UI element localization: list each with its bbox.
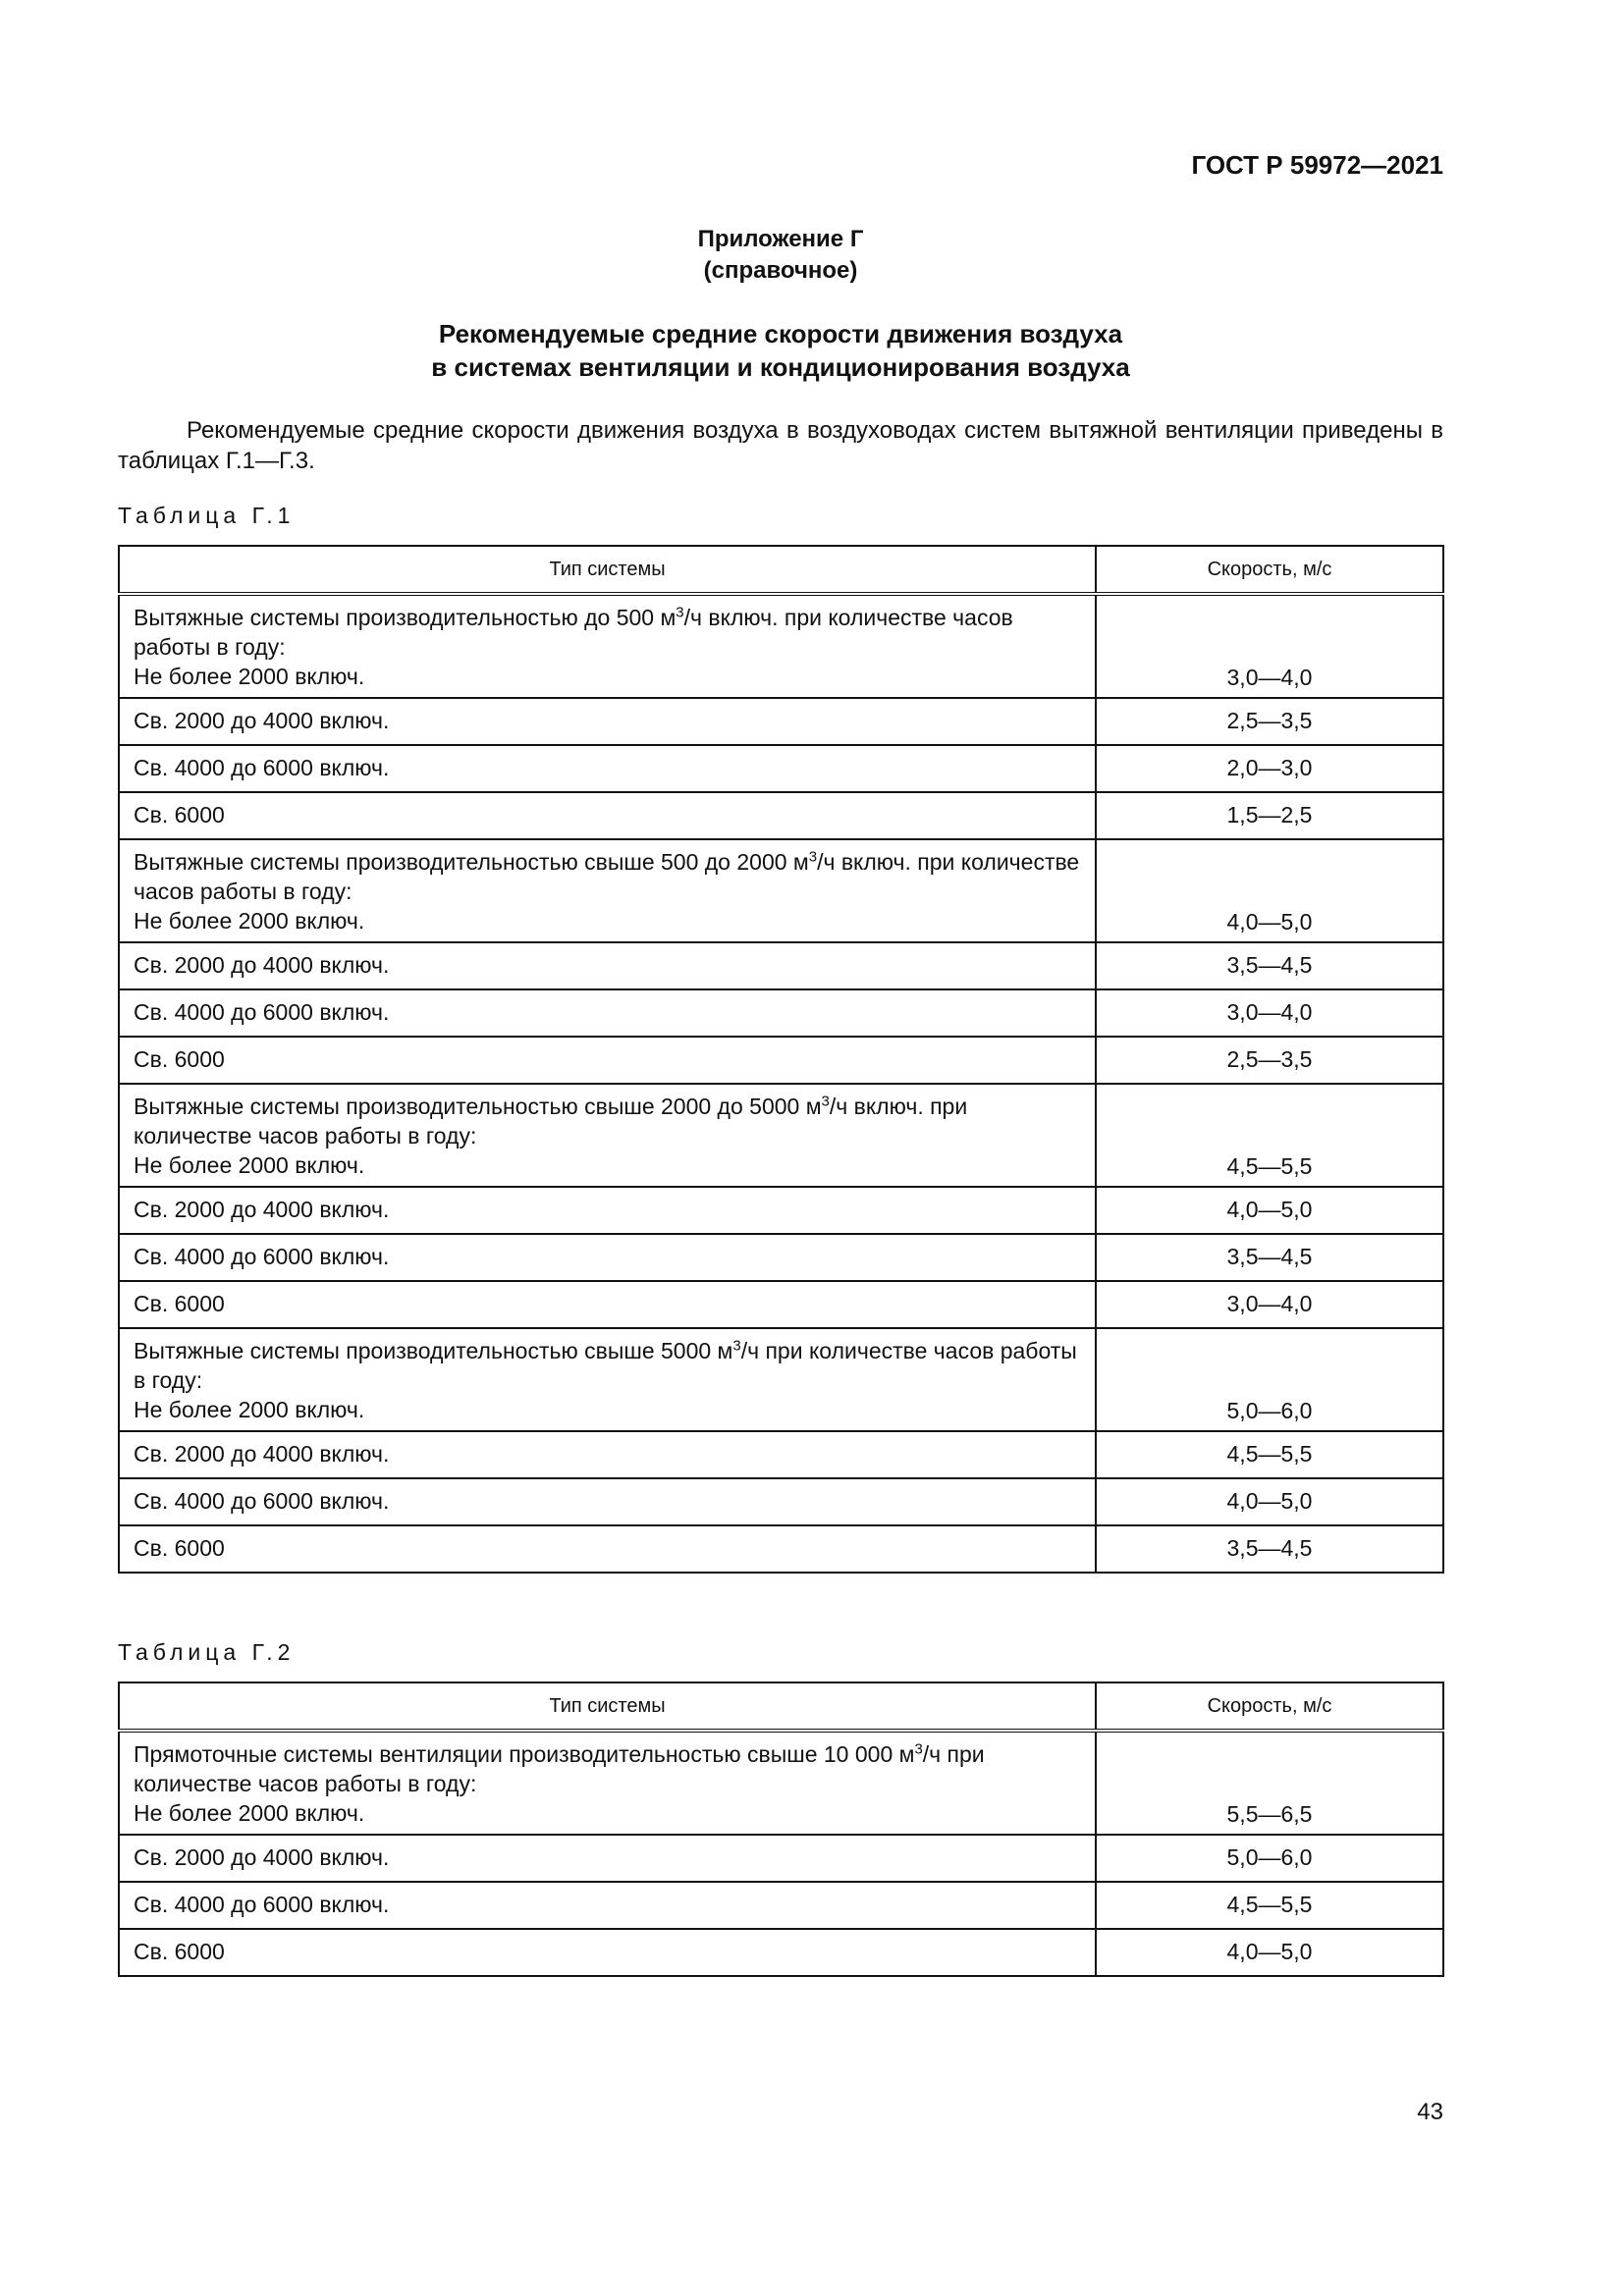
table-row [119, 1187, 1443, 1234]
table-1 [118, 545, 1444, 1574]
group-heading-text: Вытяжные системы производительностью свыше 2000 до 5000 м [134, 1094, 822, 1119]
speed-cell: 3,0—4,0 [1096, 594, 1443, 698]
annex-heading [0, 224, 1561, 287]
table-2-caption: Таблица Г.2 [118, 1639, 296, 1665]
row-label: Не более 2000 включ. [134, 908, 365, 934]
system-type-cell: Св. 2000 до 4000 включ. [119, 1835, 1096, 1882]
superscript: 3 [676, 604, 684, 621]
group-heading [134, 1092, 1081, 1150]
speed-cell: 3,5—4,5 [1096, 942, 1443, 989]
speed-cell: 3,5—4,5 [1096, 1234, 1443, 1281]
speed-cell: 2,5—3,5 [1096, 1037, 1443, 1084]
table-row [119, 792, 1443, 839]
group-heading-text: Прямоточные системы вентиляции производительностью свыше 10 000 м [134, 1741, 915, 1767]
system-type-cell: Св. 4000 до 6000 включ. [119, 1882, 1096, 1929]
group-heading-text: Вытяжные системы производительностью свыше 500 до 2000 м [134, 849, 809, 875]
intro-text: Рекомендуемые средние скорости движения воздуха в воздуховодах систем вытяжной вентиляции приведены в таблицах Г.1—Г.3. [118, 417, 1443, 474]
speed-cell: 1,5—2,5 [1096, 792, 1443, 839]
table-group-row [119, 594, 1443, 698]
group-heading [134, 1336, 1081, 1395]
column-header-speed: Скорость, м/с [1096, 546, 1443, 594]
row-label: Не более 2000 включ. [134, 1152, 365, 1178]
table-1-caption: Таблица Г.1 [118, 503, 296, 528]
table-row [119, 1525, 1443, 1573]
speed-cell: 4,0—5,0 [1096, 1929, 1443, 1976]
system-type-cell [119, 1328, 1096, 1431]
superscript: 3 [732, 1337, 741, 1355]
table-group-row [119, 839, 1443, 942]
column-header-speed: Скорость, м/с [1096, 1682, 1443, 1731]
table-row [119, 1835, 1443, 1882]
system-type-cell: Св. 2000 до 4000 включ. [119, 1431, 1096, 1478]
speed-cell: 5,0—6,0 [1096, 1835, 1443, 1882]
superscript: 3 [808, 848, 818, 866]
row-label: Не более 2000 включ. [134, 1397, 365, 1422]
system-type-cell: Св. 4000 до 6000 включ. [119, 1478, 1096, 1525]
system-type-cell: Св. 4000 до 6000 включ. [119, 1234, 1096, 1281]
annex-subtitle: (справочное) [703, 257, 858, 284]
group-heading-text: /ч при количестве часов работы в году: [134, 1338, 1077, 1393]
table-1-header-row [119, 546, 1443, 594]
speed-cell: 4,0—5,0 [1096, 1478, 1443, 1525]
group-heading-text: /ч включ. при количестве часов работы в году: [134, 605, 1013, 660]
table-row [119, 1234, 1443, 1281]
speed-cell: 3,0—4,0 [1096, 1281, 1443, 1328]
table-2 [118, 1682, 1444, 1977]
group-heading-text: /ч при количестве часов работы в году: [134, 1741, 985, 1796]
system-type-cell: Св. 6000 [119, 792, 1096, 839]
section-title [0, 317, 1561, 384]
speed-cell: 4,5—5,5 [1096, 1882, 1443, 1929]
superscript: 3 [821, 1093, 830, 1110]
system-type-cell [119, 1731, 1096, 1835]
speed-cell: 2,5—3,5 [1096, 698, 1443, 745]
system-type-cell: Св. 4000 до 6000 включ. [119, 989, 1096, 1037]
system-type-cell [119, 594, 1096, 698]
table-group-row [119, 1084, 1443, 1187]
intro-paragraph [118, 415, 1443, 476]
system-type-cell: Св. 6000 [119, 1929, 1096, 1976]
speed-cell: 5,5—6,5 [1096, 1731, 1443, 1835]
system-type-cell [119, 1084, 1096, 1187]
system-type-cell: Св. 2000 до 4000 включ. [119, 698, 1096, 745]
table-2-header-row [119, 1682, 1443, 1731]
speed-cell: 4,0—5,0 [1096, 1187, 1443, 1234]
system-type-cell: Св. 6000 [119, 1037, 1096, 1084]
table-row [119, 1882, 1443, 1929]
section-title-line-1: Рекомендуемые средние скорости движения воздуха [438, 319, 1123, 348]
speed-cell: 3,5—4,5 [1096, 1525, 1443, 1573]
speed-cell: 2,0—3,0 [1096, 745, 1443, 792]
system-type-cell: Св. 2000 до 4000 включ. [119, 1187, 1096, 1234]
table-row [119, 1478, 1443, 1525]
table-row [119, 1281, 1443, 1328]
table-group-row [119, 1328, 1443, 1431]
table-row [119, 698, 1443, 745]
page-number: 43 [1417, 2099, 1443, 2125]
system-type-cell: Св. 6000 [119, 1525, 1096, 1573]
table-row [119, 989, 1443, 1037]
speed-cell: 4,0—5,0 [1096, 839, 1443, 942]
group-heading-text: /ч включ. при количестве часов работы в году: [134, 1094, 968, 1148]
table-row [119, 1929, 1443, 1976]
speed-cell: 3,0—4,0 [1096, 989, 1443, 1037]
system-type-cell [119, 839, 1096, 942]
group-heading-text: /ч включ. при количестве часов работы в году: [134, 849, 1080, 904]
group-heading [134, 847, 1081, 906]
row-label: Не более 2000 включ. [134, 664, 365, 689]
table-row [119, 745, 1443, 792]
table-row [119, 1037, 1443, 1084]
group-heading-text: Вытяжные системы производительностью свыше 5000 м [134, 1338, 733, 1363]
group-heading [134, 1739, 1081, 1798]
row-label: Не более 2000 включ. [134, 1800, 365, 1826]
group-heading [134, 603, 1081, 662]
document-code: ГОСТ Р 59972—2021 [1191, 150, 1443, 180]
speed-cell: 4,5—5,5 [1096, 1431, 1443, 1478]
speed-cell: 5,0—6,0 [1096, 1328, 1443, 1431]
table-row [119, 1431, 1443, 1478]
group-heading-text: Вытяжные системы производительностью до 500 м [134, 605, 677, 630]
system-type-cell: Св. 2000 до 4000 включ. [119, 942, 1096, 989]
speed-cell: 4,5—5,5 [1096, 1084, 1443, 1187]
table-row [119, 942, 1443, 989]
column-header-type: Тип системы [119, 546, 1096, 594]
section-title-line-2: в системах вентиляции и кондиционирования воздуха [431, 352, 1130, 382]
system-type-cell: Св. 4000 до 6000 включ. [119, 745, 1096, 792]
superscript: 3 [914, 1740, 923, 1758]
annex-title: Приложение Г [697, 226, 864, 252]
column-header-type: Тип системы [119, 1682, 1096, 1731]
table-group-row [119, 1731, 1443, 1835]
system-type-cell: Св. 6000 [119, 1281, 1096, 1328]
